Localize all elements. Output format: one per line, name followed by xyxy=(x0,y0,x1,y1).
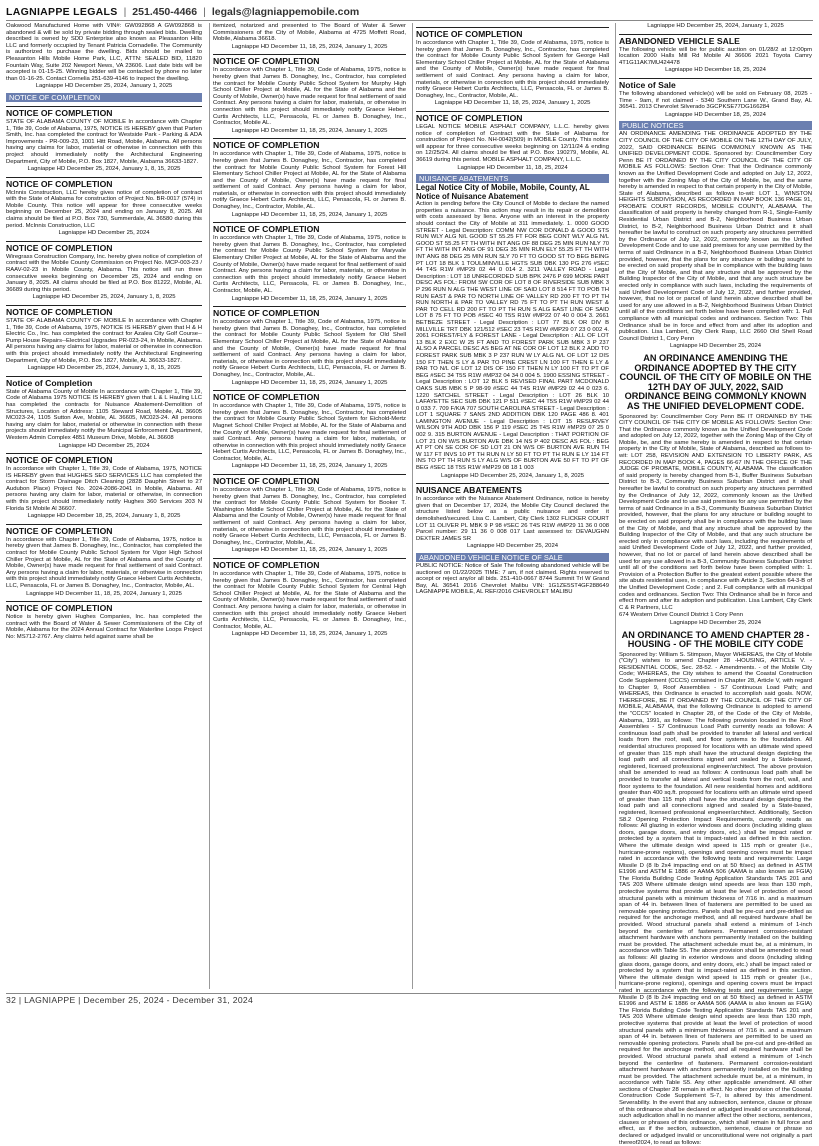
publication-line: Lagniappe HD December 25, 2024, January 1, 2025 xyxy=(35,83,173,90)
section-banner: NOTICE OF COMPLETION xyxy=(6,93,202,102)
notice-body: STATE OF ALABAMA COUNTY OF MOBILE In accordance with Chapter 1, Title 39, Code of Alabama, 1975, NOTICE IS HEREBY given that Parten Smith, Inc. has completed the contract for Westside Park - Parking & ADA Improvements - PR-009-23, 1001 Hitt Road, Mobile, Alabama. All persons having any claims for labor, material or otherwise in connection with this project should immediately notify the Architectural Engineering Department, City of Mobile, P.O. Box 1827, Mobile, Alabama 36633-1827. xyxy=(6,118,202,165)
notice-body: Action is pending before the City Council of Mobile to declare the named properties a nuisance. This action may result in its repair or demolition with costs assessed by liens. Anyone with an interest in the property should contact the City of Mobile at 311 immediately. 1. 0000 GOOD STREET - Legal Description: COMM NW COR DONALD & GOOD STS RUN WLY ALG N/L GOOD ST 55.25 FT FOR BEG CONT WLY ALG N/L GOOD ST 55.25 FT TH WITH INT ANG OF 88 DEG 25 MIN RUN NLY 70 FT TH WITH INT ANG OF 91 DEG 35 MIN RUN ELY 55.25 FT TH WITH INT ANG 88 DEG 25 MIN RUN SLY 70 FT TO GOOD ST TO BEG BEING PT LOT 18 BLK 1 TOULMINVILLE HGTS SUB DBK 130 PG 276 #SEC 44 T4S R1W #MP29 02 44 0 014 2. 3211 VALLEY ROAD - Legal Description : LOT 18 UNRECORDED SUB BPK 2476 P 699 MORE PART DESC AS FOL: FROM SW COR OF LOT 8 OF RIVERSIDE SUB MBK 3 P 296 RUN N ALG THE WEST LINE OF SAID LOT 8 514 FT TO POB TH RUN EAST & PAR TO NORTH LINE OF VALLEY RD 200 FT TO PT TH RUN NORTH & PAR TO VALLEY RD 75 FT TO PT TH RUN WEST & PAR TO CELL RD 200 FT TO PT TH RUN S ALG EAST LINE OF SAID LOT 8 75 FT TO POB #SEC 40 T5S R1W #MP22 07 40 0 004 3. 2661 BETBEZE STREET - Legal Description : LOT 77 BLK OR DIV B MILLVILLE TRT DBK 121/512 #SEC 23 T4S R1W #MP29 07 23 0 002 4. 2061 FOREST/FLY & FOREST LANE - Legal Description : ALL OF LOT 13 BLK 2 EXC W 25 FT AND TO FOREST PARK SUB MBK 3 P 237 ALSO A PARCEL DESC AS BEG AT NE COR OF LOT 12 BLK 2 ADD TO FOREST PARK SUB MBK 3 P 237 RUN W LY ALG N/L OF LOT 12 DIS 150 FT THEN S LY & PAR TO PINE CREST LN 100 FT THEN E LY & PAR TO N/L OF LOT 12 DIS OF 150 FT THEN N LY 100 FT TO PT OF BEG #SEC 34 T5S R1W #MP32 04 34 0 004 5. 1900 ESSING STREET - Legal Description : LOT 12 BLK 5 REVISED FINAL PART MCDONALD OAKS SUB MBK 5 P 98-99 #SEC 44 T4S R1W #MP29 02 44 0 023 6. 1220 SATCHEL STREET - Legal Description : LOT 26 BLK 10 LAFAYETTE SEC SUB DBK 121 P 511 #SEC 44 T5S R1W #MP29 02 44 0 033 7. 709 F/K/A 707 SOUTH CAROLINA STREET - Legal Description : LOT 1 SQUARE 7 SANS 2ND ADDITION DBK 120 PAGE 486 8. 401 LAMINGTON AVENUE - Legal Description : LOT 15 RESURVEY WILSON 9TH ADD DBK 156 P 119 #SEC 25 T4S R1W #MP29 07 25 0 002 9. 315 BURTON AVENUE - Legal Description : THAT PORTION OF LOT 21 ON W/S BURTON AVE DBK 14 NS P 402 DESC AS FOL : BEG AT PT ON SE COR OF SD LOT 21 ON W/S OF BURTON AVE RUN TH W 117 FT INVS 10 PT TH RUN N LY 50 FT TO PT TH RUN E LY 114 FT INS TO PT TH RUN S LY ALG W/S OF BURTON AVE 50 FT TO PT OF BEG #SEC 18 T5S R1W #MP29 08 18 1 003 xyxy=(416,201,609,472)
publication-line: Lagniappe HD December 11, 18, 25, 2024 xyxy=(457,164,568,171)
notice-body: In accordance with Chapter 1, Title 39, Code of Alabama, 1975, notice is hereby given that James B. Donaghey, Inc., Contractor, has completed the contract for Mobile County Public School System for Murphy High School Chiller Project at Mobile, AL for the State of Alabama and the County of Mobile, Owner(s) have made request for final settlement of said Contract. Any persons having a claim for labor, materials, or otherwise in connection with this project should immediately notify Graece Hebert Curtis Architects, LLC, Pensacola, FL or James B. Donaghey, Inc., Contractor, Mobile AL. xyxy=(213,67,406,127)
notice-heading: NUISANCE ABATEMENTS xyxy=(416,483,609,495)
publication-line: Lagniappe HD December 11, 18, 25, 2024, January 1, 2025 xyxy=(231,379,388,386)
publication-line: Lagniappe HD December 25, 2024, January 1, 2025 xyxy=(647,23,784,29)
notice-heading: NOTICE OF COMPLETION xyxy=(213,54,406,66)
section-banner: ABANDONED VEHICLE NOTICE OF SALE xyxy=(416,553,609,562)
publication-line: Lagniappe HD December 11, 18, 25, 2024, January 1, 2025 xyxy=(26,590,182,597)
notice-body: PUBLIC NOTICE: Notice of Sale The following abandoned vehicle will be auctioned on 01/22/2025 TIME: 7 am, if not claimed. Rights reserved to accept or reject any/or all bids. 251-410-0667 8744 Summit Trl W Grand Bay, AL 36541 2016 Chevrolet Malibu VIN: 1G1ZE5ST4GF288649 LAGNIAPPE MOBILE, AL REF/2016 CHEVROLET MALIBU xyxy=(416,562,609,596)
publication-line: Lagniappe HD December 25, 2024, January 1, 8, 2025 xyxy=(440,472,585,479)
notice-heading: ABANDONED VEHICLE SALE xyxy=(619,34,812,46)
publication-line: Lagniappe HD December 11, 18, 25, 2024, January 1, 2025 xyxy=(231,547,388,554)
publication-line: Lagniappe HD December 25, 2024 xyxy=(58,442,150,449)
notice-body: Notice is hereby given Hughes Companies, Inc. has completed the contract with the Board of Water & Sewer Commissioners of the City of Mobile, Alabama for the 2024 Annual Contract for Waterline Loops Project No: MS712-2767. Any claims held against same shall be xyxy=(6,614,202,640)
notice-heading: NOTICE OF COMPLETION xyxy=(6,241,202,253)
publication-line: Lagniappe HD December 18, 25, 2024 xyxy=(665,111,766,118)
notice-body: McInnis Construction, LLC hereby gives notice of completion of contract with the State of Alabama for construction of Project No. BR-0017 (574) in Mobile County. This notice will appear for three consecutive weeks beginning on December 25, 2024 and ending on January 8, 2025. All claims should be filed at P.O. Box 730, Summerdale, AL 36580 during this period. McInnis Construction, LLC xyxy=(6,189,202,229)
column-1 xyxy=(6,23,202,989)
notice-heading: NOTICE OF COMPLETION xyxy=(213,474,406,486)
publication-line: Lagniappe HD December 25, 2024 xyxy=(669,343,762,350)
notice-heading: NOTICE OF COMPLETION xyxy=(213,138,406,150)
notice-subheading: Legal Notice City of Mobile, Mobile, County, AL Notice of Nuisance Abatement xyxy=(416,183,590,201)
notice-body: itemized, notarized and presented to The Board of Water & Sewer Commissioners of the City of Mobile, Alabama at 4725 Moffett Road, Mobile, Alabama 36618. xyxy=(213,23,406,43)
notice-body: In accordance with Chapter 1, Title 39, Code of Alabama, 1975, notice is hereby given that James B. Donaghey, Inc., Contractor, has completed the contract for Mobile County Public School System for Forest Hill Elementary School Chiller Project at Mobile, AL for the State of Alabama and the County of Mobile, Owner(s) have made request for final settlement of said Contract. Any persons having a claim for labor, materials, or otherwise in connection with this project should immediately notify Graece Hebert Curtis Architects, LLC, Pensacola, FL or James B. Donaghey, Inc., Contractor, Mobile, AL. xyxy=(213,151,406,211)
notice-body: The following vehicle will be for public auction on 01/28/2 at 12:00pm location 2000 Halls Mill Rd Mobile Al 36606 2021 Toyota Camry 4T1G11AK7MU424478 xyxy=(619,46,812,66)
publication-line: Lagniappe HD December 18, 25, 2024, January 1, 8, 2025 xyxy=(27,513,181,520)
notice-heading: NOTICE OF COMPLETION xyxy=(416,27,609,39)
header-email[interactable]: legals@lagniappemobile.com xyxy=(211,6,360,18)
column-4 xyxy=(615,23,812,1146)
notice-body: AN ORDINANCE AMENDING THE ORDINANCE ADOPTED BY THE CITY COUNCIL OF THE CITY OF MOBILE ON THE 12TH DAY OF JULY, 2022, SAID ORDINANCE BEING COMMONLY KNOWN AS THE UNIFIED DEVELOPMENT CODE. Sponsored by: Councilmember Cory Penn BE IT ORDAINED BY THE CITY COUNCIL OF THE CITY OF MOBILE AS FOLLOWS: Section One: That the Ordinance commonly known as the Unified Development Code and adopted on July 12, 2022, together with the Zoning Map of the City of Mobile, be, and the same hereby is amended in respect to that certain property in the City of Mobile, State of Alabama, described as follows to-wit: LOT 1, WINSTON HEIGHTS SUBDIVISION, AS RECORDED IN MAP BOOK 136 PAGE 91, PROBATE COURT RECORDS, MOBILE COUNTY, ALABAMA. The classification of said property is hereby changed from R-1, Single-Family Residential Urban District and B-2, Neighborhood Business Urban District, to B-2, Neighborhood Business Urban District and it shall hereafter be lawful to construct on such property any structures permitted by the Ordinance of July 12, 2022, commonly known as the Unified Development Code and to use said premises for any use permitted by the terms of said Ordinance in a B-2, Neighborhood Business Urban District provided, however, that the plans for any structure or building sought to be erected on said property shall be in compliance with the building laws of the City of Mobile, and that any structure shall be approved by the Building Inspector of the City of Mobile, and that any such structure be erected only in compliance with such laws, including the requirements of said Unified Development Code of July 12, 2022, and further provided, however, that no lot or parcel of land herein above described shall be used for any use allowed in a B-2, Neighborhood Business Urban District until all of the conditions set forth below have been complied with: 1. Full compliance with all municipal codes and ordinances. Section Two: This Ordinance shall be in force and effect from and after its adoption and publication. Lisa Lambert, City Clerk Rasp, LLC 2660 Old Shell Road Council District 1, Cory Penn xyxy=(619,131,812,342)
notice-body: State of Alabama County of Mobile In accordance with Chapter 1, Title 39, Code of Alabama 1975 NOTICE IS HEREBY given that L & L Hauling LLC has completed the contracts for Nuisance Abatement-Demolition of Structures, Location of Address: 1105 Steward Road, Mobile, AL 36605 MC023-24, 1105 Sutton Ave, Mobile, AL 36605, MC023-24. All persons having any claim for labor, material or otherwise in connection with these projects should immediately notify the Municipal Enforcement Department, Western Admin Complex 4851 Museum Drive, Mobile, AL 36608 xyxy=(6,388,202,441)
publication-line: Lagniappe HD December 25, 2024 xyxy=(466,543,559,550)
publication-line: Lagniappe HD December 11, 18, 25, 2024, January 1, 2025 xyxy=(231,127,388,134)
publication-line: Lagniappe HD December 11, 18, 25, 2024, January 1, 2025 xyxy=(231,295,388,302)
section-banner: NUISANCE ABATEMENTS xyxy=(416,174,609,183)
publication-line: Lagniappe HD December 25, 2024 xyxy=(669,619,762,626)
notice-body: In accordance with Chapter 1, Title 39, Code of Alabama, 1975, notice is hereby given that James B. Donaghey, Inc., Contractor, has completed the contract for Mobile County Public School System for Maryvale Elementary Chiller Project at Mobile, AL for the State of Alabama and the County of Mobile, Owner(s) have made request for final settlement of said Contract. Any persons having a claim for labor, materials, or otherwise in connection with this project should immediately notify Graece Hebert Curtis Architects, LLC, Pensacola, FL or James B. Donaghey, Inc., Contractor, Mobile, AL. xyxy=(213,235,406,294)
page-header xyxy=(6,4,813,21)
header-phone: 251.450-4466 xyxy=(132,6,198,18)
notice-heading: NOTICE OF COMPLETION xyxy=(213,222,406,234)
publication-line: Lagniappe HD December 25, 2024, January 1, 8, 2025 xyxy=(32,294,176,301)
notice-body: STATE OF ALABAMA COUNTY OF MOBILE In accordance with Chapter 1, Title 39, Code of Alabama, 1975, NOTICE IS HEREBY given that H & H Electric Co., Inc. has completed the contract for Azalea City Golf Course--Pump House Repairs--Electrical Upgrades PR-023-24, in Mobile, Alabama. All persons having any claims for labor, material or otherwise in connection with this project should immediately notify the Architectural Engineering Department, City of Mobile, P.O. Box 1827, Mobile, AL 36633-1827. xyxy=(6,318,202,364)
notice-heading: NOTICE OF COMPLETION xyxy=(6,453,202,465)
ordinance-title: AN ORDINANCE TO AMEND CHAPTER 28 - HOUSING - OF THE MOBILE CITY CODE xyxy=(621,629,810,650)
notice-heading: Notice of Sale xyxy=(619,78,812,90)
header-separator: | xyxy=(203,6,206,18)
publication-line: Lagniappe HD December 18, 25, 2024 xyxy=(665,67,766,74)
publication-line: Lagniappe HD December 11, 18, 25, 2024, January 1, 2025 xyxy=(231,463,388,470)
publication-line: Lagniappe HD December 25, 2024, January 1, 8, 15, 2025 xyxy=(27,365,181,372)
notice-heading: NOTICE OF COMPLETION xyxy=(416,111,609,123)
notice-heading: Notice of Completion xyxy=(6,376,202,388)
notice-heading: NOTICE OF COMPLETION xyxy=(6,601,202,613)
notice-heading: NOTICE OF COMPLETION xyxy=(213,558,406,570)
notice-body: Oakwood Manufactured Home with VIN#: GW092868 A GW092868 is abandoned & will be sold by private bidding through sealed bids. Dwelling described is owned by SDD Enterprise also known as Pleasanton Hills LLC and formerly occupied by Tenant Patricia Cornadelle. The Community is authorized to purchase the dwelling. Bids should be mailed to Pleasanton Hills Mobile Home Park, LLC, ATTN: SEALED BID, 11820 Fountain Way, Suite 202 Newport News, VA 23606. Last date bids will be accepted is 01-15-25. Winning bidder will be contacted by phone no later than 01-16-25. Contact Cornelia 251-639-4146 to inspect the dwelling. xyxy=(6,23,202,82)
column-3 xyxy=(412,23,609,989)
notice-body: In accordance with Chapter 1, Title 39, Code of Alabama, 1975, notice is hereby given that James B. Donaghey, Inc., Contractor, has completed the contract for Mobile County Public School System for Vigor High School Chiller Project at Mobile, AL for the State of Alabama and the County of Mobile, Owner(s) have made request for final settlement of said Contract. Any persons having a claim for labor, materials, or otherwise in connection with this project should immediately notify Graece Hebert Curtis Architects, LLC, Pensacola, FL or James B. Donaghey, Inc., Contractor, Mobile, AL. xyxy=(6,536,202,589)
notice-heading: NOTICE OF COMPLETION xyxy=(6,305,202,317)
header-separator: | xyxy=(123,6,127,18)
publication-line: Lagniappe HD December 11, 18, 25, 2024, January 1, 2025 xyxy=(231,631,388,638)
notice-heading: NOTICE OF COMPLETION xyxy=(6,524,202,536)
column-2 xyxy=(209,23,406,989)
notice-heading: NOTICE OF COMPLETION xyxy=(213,390,406,402)
publication-line: Lagniappe HD December 25, 2024 xyxy=(58,230,150,237)
notice-heading: NOTICE OF COMPLETION xyxy=(6,106,202,118)
notice-body: Sponsored by: Councilmember Cory Penn BE IT ORDAINED BY THE CITY COUNCIL OF THE CITY OF MOBILE AS FOLLOWS: Section One: That the Ordinance commonly known as the Unified Development Code and adopted on July 12, 2022, together with the Zoning Map of the City of Mobile, be, and the same hereby is amended in respect to that certain property in the City of Mobile, State of Alabama, described as follows to-wit: LOT 258, REVISION AND EXTENSION TO LIBERTY PARK, AS RECORDED IN MAP BOOK 4, PAGES 66-67 IN THE OFFICE OF THE JUDGE OF PROBATE, MOBILE COUNTY, ALABAMA. The classification of said property is hereby changed from B-1, Buffer Business Suburban District to B-3, Community Business Suburban District and it shall hereafter be lawful to construct on such property any structures permitted by the Ordinance of July 12, 2022, commonly known as the Unified Development Code and to use said premises for any use permitted by the terms of said Ordinance in a B-3, Community Business Suburban District provided, however, that the plans for any structure or building sought to be erected on said property shall be in compliance with the building laws of the City of Mobile, and that any structure shall be approved by the Building Inspector of the City of Mobile, and that any such structure be erected only in compliance with such laws, including the requirements of said Unified Development Code of July 12, 2022, and further provided, however, that no lot or parcel of land herein above described shall be used for any use allowed in a B-3, Community Business Suburban District until all of the conditions set forth below have been complied with: 1. Provision of a Protection Buffer to the greatest extent possible where the site abuts residential uses, in compliance with Article 3, Section 64-3-B of the Unified Development Code ; and 2. Full compliance with all municipal codes and ordinances. Section Two: This Ordinance shall be in force and effect from and after its adoption and publication. Lisa Lambert, City Clerk C & R Partners, LLC xyxy=(619,413,812,611)
notice-body: In accordance with the Nuisance Abatement Ordinance, notice is hereby given that on December 17, 2024, the Mobile City Council declared the structure listed below as a public nuisance and order it demolished/secured. Lisa C. Lambert, City Clerk 1302 FLICKER COURT LOT 11 OLIVER PL MBK 9 P 98 #SEC 26 T4S R1W #MP29 11 36 0 008 Parcel number: 29 11 36 0 008 017 Last assessed to: DEVAUGHN DEXTER JAMES SR xyxy=(416,496,609,542)
publication-line: Lagniappe HD December 11, 18, 25, 2024, January 1, 2025 xyxy=(231,43,388,50)
publication-line: Lagniappe HD December 11, 18, 25, 2024, January 1, 2025 xyxy=(231,211,388,218)
notice-heading: NOTICE OF COMPLETION xyxy=(213,306,406,318)
notice-body: In accordance with Chapter 1, Title 39, Code of Alabama, 1975, notice is hereby given that James B. Donaghey, Inc., Contractor, has completed the contract for Mobile County Public School System for Old Shell Elementary School Chiller Project at Mobile, AL for the State of Alabama and the County of Mobile, Owner(s) have made request for final settlement of said Contract. Any persons having a claim for labor, materials, or otherwise in connection with this project should immediately notify Graece Hebert Curtis Architects, LLC, Pensacola, FL or James B. Donaghey, Inc., Contractor, Mobile, AL. xyxy=(213,319,406,378)
notice-body: In accordance with Chapter 1, Title 39, Code of Alabama, 1975, NOTICE IS HEREBY given that HUGHES SEO SERVICES LLC has completed the contract for Storm Drainage Ditch Cleaning (2828 Dauphin Street to 27 Audubon Place) Project No. 2024-2086-2041 in Mobile, Alabama. All persons having any claim for labor, material or otherwise, in connection with this project should immediately notify Hughes 360 Services 203 N Florida St Mobile Al 36607. xyxy=(6,466,202,512)
notice-heading: NOTICE OF COMPLETION xyxy=(6,177,202,189)
ordinance-title: AN ORDINANCE AMENDING THE ORDINANCE ADOPTED BY THE CITY COUNCIL OF THE CITY OF MOBILE ON THE 12TH DAY OF JULY, 2022, SAID ORDINANCE BEING COMMONLY KNOWN AS THE UNIFIED DEVELOPMENT CODE. xyxy=(619,352,812,411)
notice-body: Wiregrass Construction Company, Inc. hereby gives notice of completion of contract with the Mobile County Commission on Project No. MCP-003-23 / RAAV-02-23 in Mobile County, Alabama. This notice will run three consecutive weeks beginning on December 25, 2024 and ending on January 8, 2025. All claims should be filed at P.O. Box 81222, Mobile, AL 36689 during this period. xyxy=(6,253,203,293)
notice-body: In accordance with Chapter 1, Title 39, Code of Alabama, 1975, notice is hereby given that James B. Donaghey, Inc., Contractor, has completed the contract for Mobile County Public School System for George Hall Elementary School Chiller Project at Mobile, AL for the State of Alabama and the County of Mobile, Owner(s) have made request for final settlement of said Contract. Any persons having a claim for labor, materials, or otherwise in connection with this project should immediately notify Graece Hebert Curtis Architects, LLC, Pensacola, FL or James B. Donaghey, Inc., Contractor, Mobile, AL. xyxy=(416,40,609,99)
section-title: LAGNIAPPE LEGALS xyxy=(6,6,118,18)
footer-text: 32 | LAGNIAPPE | December 25, 2024 - December 31, 2024 xyxy=(6,995,254,1005)
publication-line: Lagniappe HD December 11, 18, 25, 2024, January 1, 2025 xyxy=(434,100,591,107)
notice-body: 674 Western Drive Council District 1 Cory Penn xyxy=(619,612,743,619)
notice-body: LEGAL NOTICE MOBILE ASPHALT COMPANY, L.L.C. hereby gives notice of completion of Contract with the State of Alabama for construction of Project No. NH-0042(509) in MOBILE County. This notice will appear for three consecutive weeks beginning on 12/11/24 & ending on 12/25/24. All claims should be filed at P.O. Box 190279, Mobile, AL 36619 during this period. MOBILE ASPHALT COMPANY, L.L.C. xyxy=(416,123,609,163)
notice-body: In accordance with Chapter 1, Title 39, Code of Alabama, 1975, notice is hereby given that James B. Donaghey, Inc., Contractor, has completed the contract for Mobile County Public School System for Eichold-Mertz Magnet School Chiller Project at Mobile, AL for the State of Alabama and the County of Mobile, Owner(s) have made request for final settlement of said Contract. Any persons having a claim for labor, materials, or otherwise in connection with this project should immediately notify Graece Hebert Curtis Architects, LLC, Pensacola, FL or James B. Donaghey, Inc., Contractor, Mobile, AL. xyxy=(213,403,406,462)
page-footer xyxy=(6,993,813,1006)
notice-body: The following abandoned vehicle(s) will be sold on February 08, 2025 - Time - 9am, if not claimed - 5340 Southern Lane W., Grand Bay, AL 36541. 2013 Chevrolet Silverado 3GCPKSE77DG166284 xyxy=(619,90,812,111)
publication-line: Lagniappe HD December 25, 2024, January 1, 8, 15, 2025 xyxy=(27,166,181,173)
notice-body: Sponsored by: William S. Stimpson, Mayor WHEREAS, the City of Mobile ("City") wishes to amend Chapter 28 -HOUSING, ARTICLE V. - RESIDENTIAL CODE, Sec. 28-52. - Amendments. - of the Mobile City Code; WHEREAS, the City wishes to amend the Coastal Construction Code Supplement (CCCS) contained in Chapter 28, Article V, with regard to Chapter 9, Roof Assemblies - S7 Continuous Load Path; and WHEREAS, this Ordinance is enacted to accomplish said goals. NOW, THEREFORE, BE IT ORDAINED BY THE COUNCIL OF THE CITY OF MOBILE, ALABAMA, that the following Ordinance is adopted to amend the "CCCS" located in Chapter 28, of the Code of the City of Mobile, Alabama, 1991, as follows: The following provision located in the Roof Assemblies - S7 Continuous Load Path currently reads as follows: A continuous load path shall be provided to transfer all lateral and vertical loads from the roof, wall, and floor systems to the foundation. All residential structures proposed for locations with an ultimate wind speed of greater than 115 mph shall have the structural design depicting the load path and all connections signed and sealed by a State-based, registered, licensed professional engineer/architect. The above provision shall be amended to read as follows: A continuous load path shall be provided to transfer all lateral and vertical loads from the roof, wall, and floor systems to the foundation. All new residential homes and additions greater than 400 sq.ft. proposed for locations with an ultimate wind speed of greater than 115 mph shall have the structural design depicting the load path and all connections signed and sealed by a State-based, registered, licensed professional engineer/architect. Additionally, Section S8.2 Opening Protection Impact Requirements, currently reads as follows: All glazing in exterior windows and doors (including sliding glass doors, garage doors, and entry doors, etc.) shall be impact rated or protected by a system that is impact-rated as defined in this section. Where the ultimate design wind speed is 115 mph or greater (i.e., hurricane-prone regions), openings and opening covers must be impact rated in accordance with the following tests and requirements: Large Missile D (8 lb 2x4 impacting end on at 50 ft/sec) as defined in ASTM E1996 and ASTM E 1886 or AAMA 506 (AAMA is also known as FGIA) The Florida Building Code Testing Application Standards TAS 201 and TAS 203 Where ultimate design wind speeds are less than 130 mph, protective systems that provide at least the level of protection of wood structural panels with a minimum thickness of 7/16 in. and a maximum span of 44 in. between lines of fasteners are permitted to be used as removable opening protectors. Panels shall be pre-cut and pre-drilled as required for the anchorage method, and all required hardware shall be provided. Wood structural panels shall extend a minimum of 1-inch beyond the centerline of fasteners. Permanent corrosion-resistant attachment hardware with anchors permanently installed on the building must be provided. The attachment schedule must be, at a minimum, in accordance with Table S5. The above provision shall be amended to read as follows: All glazing in exterior windows and doors (including sliding glass doors, garage doors, and entry doors, etc.) shall be impact rated or protected by a system that is impact-rated as defined in this section. Where the ultimate design wind speed is 115 mph or greater (i.e., hurricane-prone regions), openings and opening covers must be impact rated in accordance with the following tests and requirements: Large Missile D (8 lb 2x4 impacting end on at 50 ft/sec) as defined in ASTM E1996 and ASTM E 1886 or AAMA 506 (AAMA is also known as FGIA) The Florida Building Code Testing Application Standards TAS 201 and TAS 203 Where ultimate design wind speeds are less than 130 mph, protective systems that provide at least the level of protection of wood structural panels with a minimum thickness of 7/16 in. and a maximum span of 44 in. between lines of fasteners are permitted to be used as removable opening protectors. Panels shall be pre-cut and pre-drilled as required for the anchorage method, and all required hardware shall be provided. Wood structural panels shall extend a minimum of 1-inch beyond the centerline of fasteners. Permanent corrosion-resistant attachment hardware with anchors permanently installed on the building must be provided. The attachment schedule must be, at a minimum, in accordance with Table S5. Any other applicable amendment. All other sections of Chapter 28 remain in effect. No other provision of the Coastal Construction Code Supplement S-7, is altered by this amendment. Severability. In the event that any subsection, sentence, clause or phrase of this ordinance shall be declared or adjudged invalid or unconstitutional, such adjudication shall in no manner affect the other sections, sentences, clauses or phrases of this ordinance, which shall remain in full force and effect, as if the section, subsection, sentence, clause or phrase so declared or adjudged invalid or unconstitutional were not originally a part thereof2024, to read as follows: xyxy=(619,651,812,1146)
notice-body: In accordance with Chapter 1, Title 39, Code of Alabama, 1975, notice is hereby given that James B. Donaghey, Inc., Contractor, has completed the contract for Mobile County Public School System for Booker T. Washington Middle School Chiller Project at Mobile, AL for the State of Alabama and the County of Mobile, Owner(s) have made request for final settlement of said Contract. Any persons having a claim for labor, materials, or otherwise in connection with this project should immediately notify Graece Hebert Curtis Architects, LLC, Pensacola, FL or James B. Donaghey, Inc., Contractor, Mobile, AL. xyxy=(213,487,406,546)
section-banner: PUBLIC NOTICES xyxy=(619,121,812,130)
notice-body: In accordance with Chapter 1, Title 39, Code of Alabama, 1975, notice is hereby given that James B. Donaghey, Inc., Contractor, has completed the contract for Mobile County Public School System for Central High School Chiller Project at Mobile, AL for the State of Alabama and the County of Mobile, Owner(s) have made request for final settlement of said Contract. Any persons having a claim for labor, materials, or otherwise in connection with this project should immediately notify Graece Hebert Curtis Architects, LLC, Pensacola, FL or James B. Donaghey, Inc., Contractor, Mobile, AL. xyxy=(213,571,406,630)
